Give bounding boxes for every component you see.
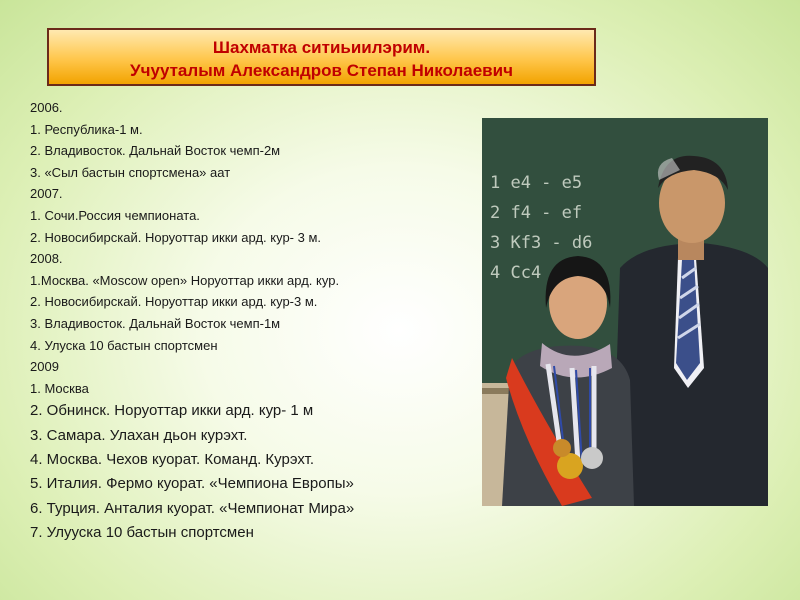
achievement-item: 2. Новосибирскай. Норуоттар икки ард. кур- 3 м. [30,229,322,245]
title-line-2: Учууталым Александров Степан Николаевич [130,61,513,80]
title-banner [47,28,596,86]
achievement-item: 1.Москва. «Moscow open» Норуоттар икки ард. кур. [30,272,340,288]
board-line-2: 2 f4 - ef [490,203,583,223]
achievement-item: 7. Улууска 10 бастын спортсмен [30,523,254,541]
year-heading: 2009 [30,359,59,375]
achievement-item: 3. Самара. Улахан дьон курэхт. [30,426,248,444]
achievement-item: 5. Италия. Фермо куорат. «Чемпиона Европы» [30,475,354,493]
title-line-1: Шахматка ситиьиилэрим. [212,38,431,57]
achievement-item: 2. Владивосток. Дальнай Восток чемп-2м [30,143,281,159]
year-heading: 2006. [30,100,63,115]
achievement-item: 2. Обнинск. Норуоттар икки ард. кур- 1 м [30,402,314,420]
achievement-item: 4. Улуска 10 бастын спортсмен [30,337,218,353]
achievement-item: 3. «Сыл бастын спортсмена» аат [30,164,231,180]
achievement-item: 3. Владивосток. Дальнай Восток чемп-1м [30,315,281,331]
achievement-item: 1. Сочи.Россия чемпионата. [30,207,200,223]
achievement-item: 1. Республика-1 м. [30,121,143,137]
year-heading: 2008. [30,251,63,267]
achievements-list [30,97,475,545]
achievement-item: 2. Новосибирскай. Норуоттар икки ард. кур-3 м. [30,294,318,310]
teacher-student-photo [482,118,768,506]
achievement-item: 1. Москва [30,380,89,396]
achievement-item: 4. Москва. Чехов куорат. Команд. Курэхт. [30,450,315,468]
board-line-4: 4 Cc4 [490,263,542,283]
year-heading: 2007. [30,186,63,202]
board-line-1: 1 e4 - e5 [490,173,583,193]
achievement-item: 6. Турция. Анталия куорат. «Чемпионат Мира» [30,499,355,517]
board-line-3: 3 Kf3 - d6 [490,233,593,253]
